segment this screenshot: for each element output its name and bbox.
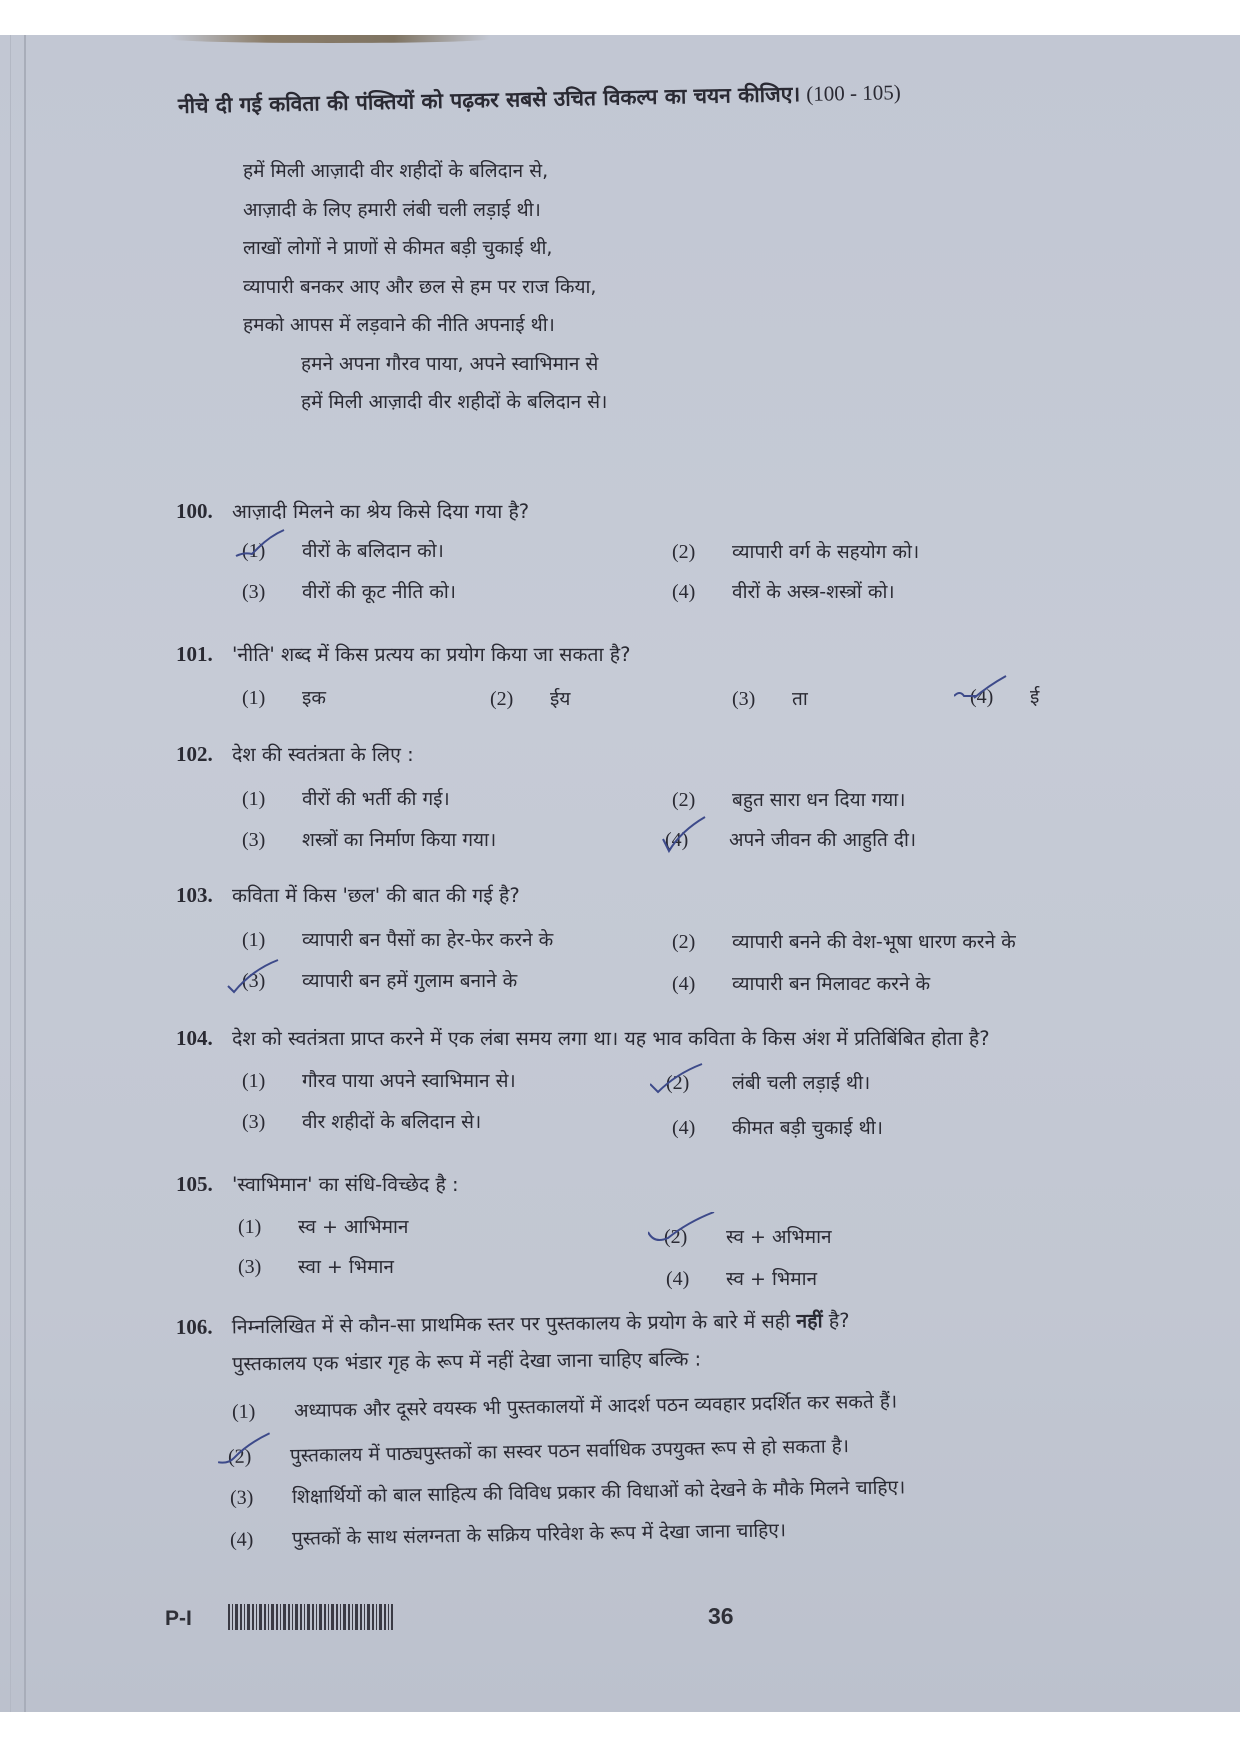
option-105-3[interactable] — [238, 1253, 394, 1279]
option-label: (4) — [229, 1528, 254, 1551]
option-text: ईय — [550, 688, 571, 710]
option-text: बहुत सारा धन दिया गया। — [732, 789, 906, 811]
question-text: 'स्वाभिमान' का संधि-विच्छेद है : — [232, 1173, 459, 1196]
question-text: देश को स्वतंत्रता प्राप्त करने में एक लंबा समय लगा था। यह भाव कविता के किस अंश में प्रतिबिंबित होता है? — [232, 1027, 990, 1050]
option-text: वीर शहीदों के बलिदान से। — [302, 1111, 482, 1133]
option-label: (2) — [672, 541, 696, 563]
option-label: (3) — [238, 1256, 262, 1278]
option-label: (1) — [242, 687, 266, 709]
option-104-3[interactable] — [242, 1108, 481, 1134]
option-101-2[interactable] — [490, 685, 570, 711]
question-subtext: पुस्तकालय एक भंडार गृह के रूप में नहीं देखा जाना चाहिए बल्कि : — [232, 1347, 702, 1376]
option-text: कीमत बड़ी चुकाई थी। — [732, 1117, 883, 1139]
question-text: निम्नलिखित में से कौन-सा प्राथमिक स्तर पर पुस्तकालय के प्रयोग के बारे में सही नहीं है? — [231, 1308, 850, 1339]
option-label: (4) — [970, 686, 1030, 709]
option-101-1[interactable] — [242, 684, 326, 710]
option-103-1[interactable] — [242, 926, 553, 952]
option-label: (3) — [229, 1486, 254, 1509]
option-102-4[interactable] — [665, 826, 916, 852]
poem-line: व्यापारी बनकर आए और छल से हम पर राज किया, — [243, 275, 597, 298]
instruction-text: नीचे दी गई कविता की पंक्तियों को पढ़कर सबसे उचित विकल्प का चयन कीजिए। — [177, 82, 801, 118]
option-105-2[interactable] — [664, 1223, 832, 1249]
option-text: व्यापारी वर्ग के सहयोग को। — [732, 541, 920, 563]
instruction-heading — [178, 78, 901, 120]
question-stem — [176, 497, 1226, 524]
option-text: स्व + भिमान — [726, 1268, 818, 1290]
question-range: (100 - 105) — [806, 80, 901, 106]
option-101-3[interactable] — [732, 685, 808, 711]
poem-line: हमें मिली आज़ादी वीर शहीदों के बलिदान से। — [301, 391, 608, 413]
option-105-1[interactable] — [238, 1213, 408, 1239]
option-text: स्व + अभिमान — [726, 1226, 832, 1248]
option-106-2[interactable] — [228, 1432, 849, 1469]
option-text: स्वा + भिमान — [298, 1256, 394, 1278]
option-text: वीरों के अस्त्र-शस्त्रों को। — [732, 581, 895, 603]
option-label: (2) — [672, 931, 696, 953]
option-103-3[interactable] — [242, 967, 517, 993]
question-stem — [176, 881, 1226, 908]
option-label: (2) — [490, 688, 514, 710]
option-label: (1) — [242, 540, 302, 563]
option-text: व्यापारी बनने की वेश-भूषा धारण करने के — [732, 931, 1016, 953]
option-text: स्व + आभिमान — [298, 1216, 409, 1238]
option-label: (1) — [231, 1400, 256, 1423]
option-106-3[interactable] — [230, 1473, 906, 1510]
question-number: 105. — [176, 1172, 213, 1196]
question-number: 102. — [176, 742, 213, 766]
poem-line: लाखों लोगों ने प्राणों से कीमत बड़ी चुकाई थी, — [243, 237, 553, 259]
option-label: (1) — [242, 1070, 266, 1092]
question-number: 106. — [175, 1314, 213, 1340]
question-text: कविता में किस 'छल' की बात की गई है? — [232, 884, 520, 907]
page-number: 36 — [708, 1603, 734, 1629]
option-106-4[interactable] — [230, 1516, 786, 1552]
option-text: शस्त्रों का निर्माण किया गया। — [302, 829, 497, 851]
option-text: गौरव पाया अपने स्वाभिमान से। — [302, 1070, 516, 1092]
question-101 — [176, 640, 1226, 667]
option-label: (4) — [666, 1268, 690, 1290]
option-label: (2) — [664, 1226, 726, 1249]
option-text: शिक्षार्थियों को बाल साहित्य की विविध प्रकार की विधाओं को देखने के मौके मिलने चाहिए। — [291, 1476, 906, 1509]
option-106-1[interactable] — [232, 1388, 897, 1424]
barcode — [228, 1604, 393, 1630]
option-text: लंबी चली लड़ाई थी। — [732, 1072, 871, 1094]
option-label: (3) — [242, 1111, 266, 1133]
option-105-4[interactable] — [666, 1265, 817, 1291]
question-text: आज़ादी मिलने का श्रेय किसे दिया गया है? — [232, 500, 530, 523]
question-102 — [176, 740, 1226, 767]
option-label: (3) — [242, 581, 266, 603]
option-label: (3) — [242, 829, 266, 851]
poem — [243, 152, 607, 422]
question-text: देश की स्वतंत्रता के लिए : — [232, 743, 414, 766]
question-100 — [176, 497, 1226, 524]
option-label: (2) — [228, 1445, 290, 1469]
question-stem — [176, 640, 1226, 667]
option-102-3[interactable] — [242, 826, 496, 852]
option-label: (1) — [242, 788, 266, 810]
question-stem — [176, 740, 1226, 767]
poem-line: हमें मिली आज़ादी वीर शहीदों के बलिदान से, — [243, 160, 549, 182]
question-103 — [176, 881, 1226, 908]
question-106 — [176, 1302, 1227, 1377]
poem-line: हमको आपस में लड़वाने की नीति अपनाई थी। — [243, 314, 555, 336]
option-text: पुस्तकालय में पाठ्यपुस्तकों का सस्वर पठन सर्वाधिक उपयुक्त रूप से हो सकता है। — [289, 1435, 850, 1467]
option-label: (1) — [238, 1216, 262, 1238]
option-text: वीरों की भर्ती की गई। — [302, 788, 450, 810]
option-text: ई — [1030, 686, 1040, 708]
option-text: व्यापारी बन हमें गुलाम बनाने के — [302, 970, 518, 992]
option-text: अपने जीवन की आहुति दी। — [729, 829, 917, 851]
question-number: 100. — [176, 499, 213, 523]
option-103-4[interactable] — [672, 970, 930, 996]
question-105 — [176, 1170, 1226, 1197]
emphasis-not: नहीं — [796, 1309, 823, 1333]
option-text: ता — [792, 688, 808, 710]
question-stem — [176, 1170, 1226, 1197]
option-text: वीरों के बलिदान को। — [302, 540, 444, 562]
option-104-4[interactable] — [672, 1114, 883, 1140]
option-label: (1) — [242, 929, 266, 951]
option-104-1[interactable] — [242, 1067, 516, 1093]
option-label: (4) — [665, 829, 729, 852]
question-number: 101. — [176, 642, 213, 666]
option-label: (2) — [672, 789, 696, 811]
option-text: व्यापारी बन मिलावट करने के — [732, 973, 931, 995]
option-text: इक — [302, 687, 326, 709]
option-104-2[interactable] — [666, 1069, 870, 1095]
paper-code: P-I — [165, 1607, 192, 1630]
question-104 — [176, 1024, 1226, 1051]
option-100-2[interactable] — [672, 538, 919, 564]
option-102-2[interactable] — [672, 786, 905, 812]
option-102-1[interactable] — [242, 785, 450, 811]
option-101-4[interactable] — [970, 683, 1039, 709]
question-number: 103. — [176, 883, 213, 907]
option-text: वीरों की कूट नीति को। — [302, 581, 456, 603]
question-stem — [176, 1302, 1226, 1340]
question-stem — [176, 1024, 1226, 1051]
question-text: 'नीति' शब्द में किस प्रत्यय का प्रयोग किया जा सकता है? — [232, 643, 631, 666]
option-100-1[interactable] — [242, 537, 444, 563]
option-text: व्यापारी बन पैसों का हेर-फेर करने के — [302, 929, 554, 951]
option-text: पुस्तकों के साथ संलग्नता के सक्रिय परिवेश के रूप में देखा जाना चाहिए। — [291, 1519, 787, 1550]
option-label: (2) — [666, 1072, 732, 1095]
option-label: (4) — [672, 1117, 696, 1139]
option-label: (4) — [672, 581, 696, 603]
option-100-3[interactable] — [242, 578, 456, 604]
question-number: 104. — [176, 1026, 213, 1050]
option-text: अध्यापक और दूसरे वयस्क भी पुस्तकालयों में आदर्श पठन व्यवहार प्रदर्शित कर सकते हैं। — [293, 1390, 898, 1423]
option-label: (4) — [672, 973, 696, 995]
option-100-4[interactable] — [672, 578, 895, 604]
poem-line: हमने अपना गौरव पाया, अपने स्वाभिमान से — [301, 352, 599, 375]
option-label: (3) — [242, 970, 302, 993]
option-103-2[interactable] — [672, 928, 1016, 954]
option-label: (3) — [732, 688, 756, 710]
poem-line: आज़ादी के लिए हमारी लंबी चली लड़ाई थी। — [243, 198, 541, 221]
